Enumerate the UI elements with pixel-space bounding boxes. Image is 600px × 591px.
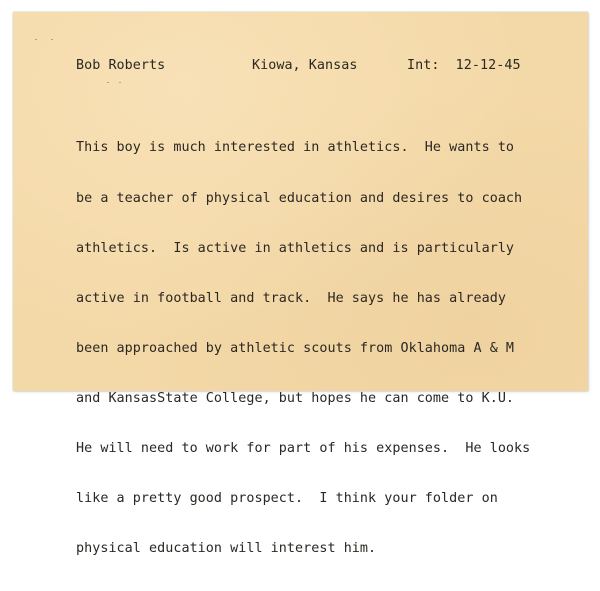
hometown: Kiowa, Kansas xyxy=(252,58,358,73)
interview-card xyxy=(13,12,588,557)
notes-line: This boy is much interested in athletics. He wants to xyxy=(76,140,515,156)
notes-line: physical education will interest him. xyxy=(76,541,377,557)
interview-date: Int: 12-12-45 xyxy=(407,58,521,73)
stray-mark xyxy=(51,39,53,40)
notes-line: athletics. Is active in athletics and is particularly xyxy=(76,240,515,256)
stray-mark xyxy=(35,39,37,40)
notes-line: been approached by athletic scouts from Oklahoma A & M xyxy=(76,340,515,356)
notes-line: active in football and track. He says he has already xyxy=(76,290,506,306)
notes-line: like a pretty good prospect. I think your folder on xyxy=(76,491,498,507)
notes-line: be a teacher of physical education and desires to coach xyxy=(76,190,523,206)
interview-notes xyxy=(76,107,530,591)
stray-mark xyxy=(119,82,121,83)
stray-mark xyxy=(107,82,109,83)
notes-line: He will need to work for part of his expenses. He looks xyxy=(76,441,531,457)
student-name: Bob Roberts xyxy=(76,58,166,73)
notes-line: and KansasState College, but hopes he can come to K.U. xyxy=(76,390,515,406)
